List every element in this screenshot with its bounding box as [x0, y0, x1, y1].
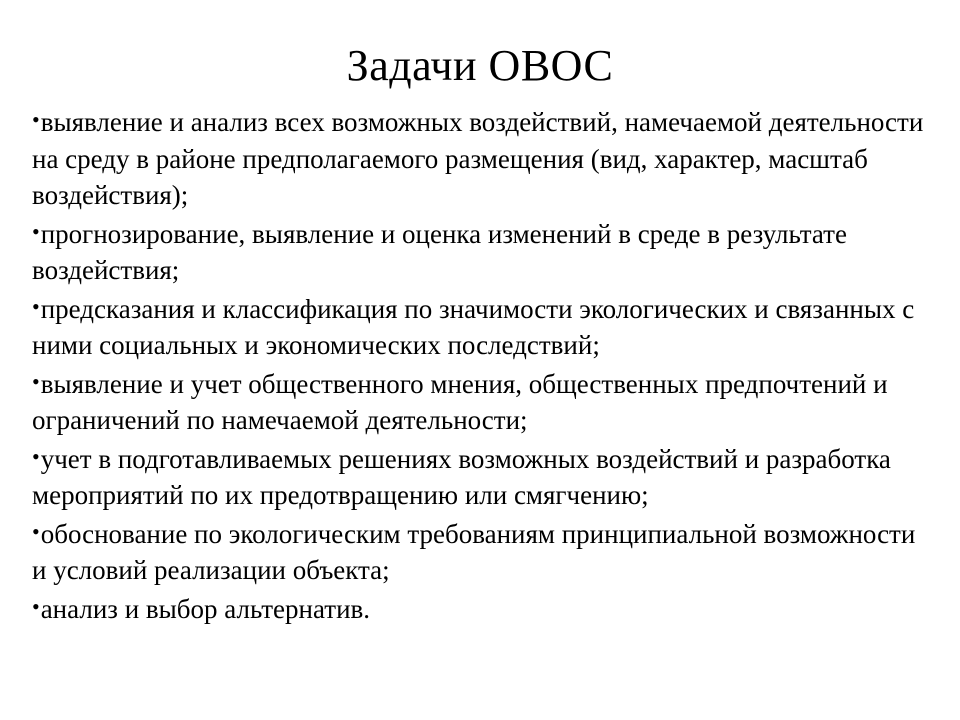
- bullet-icon: •: [32, 107, 40, 132]
- bullet-text: учет в подготавливаемых решениях возможных воздействий и разработка мероприятий по их предотвращению или смягчению;: [32, 443, 891, 510]
- bullet-text: выявление и анализ всех возможных воздействий, намечаемой деятельности на среду в районе предполагаемого размещения (вид, характер, масштаб воздействия);: [32, 107, 924, 210]
- bullet-item: [32, 439, 932, 514]
- slide-title: Задачи ОВОС: [346, 41, 614, 90]
- bullet-icon: •: [32, 368, 40, 394]
- bullet-item: [32, 364, 932, 439]
- bullet-text: выявление и учет общественного мнения, общественных предпочтений и ограничений по намечаемой деятельности;: [32, 368, 888, 435]
- bullet-text: предсказания и классификация по значимости экологических и связанных с ними социальных и экономических последствий;: [32, 293, 915, 360]
- bullet-item: [32, 214, 932, 289]
- bullet-item: [32, 102, 932, 214]
- bullet-text: анализ и выбор альтернатив.: [40, 593, 371, 624]
- bullet-list: [32, 102, 932, 627]
- bullet-icon: •: [32, 593, 40, 619]
- bullet-item: [32, 514, 932, 589]
- bullet-item: [32, 289, 932, 364]
- bullet-icon: •: [32, 443, 40, 469]
- bullet-icon: •: [32, 218, 40, 244]
- bullet-icon: •: [32, 518, 40, 544]
- bullet-item: [32, 589, 932, 628]
- bullet-text: обоснование по экологическим требованиям принципиальной возможности и условий реализации объекта;: [32, 518, 916, 585]
- bullet-text: прогнозирование, выявление и оценка изменений в среде в результате воздействия;: [32, 218, 847, 285]
- bullet-icon: •: [32, 293, 40, 319]
